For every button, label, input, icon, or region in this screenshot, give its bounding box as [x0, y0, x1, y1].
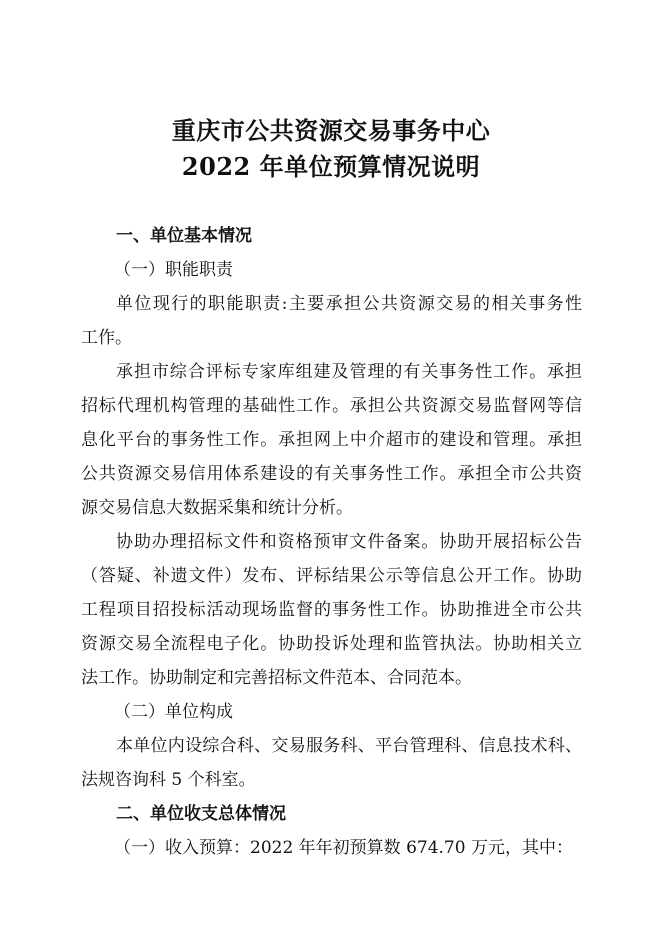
- subsection-heading-structure: （二）单位构成: [114, 702, 233, 722]
- paragraph-line: 息化平台的事务性工作。承担网上中介超市的建设和管理。承担: [81, 430, 582, 450]
- paragraph-line: 法规咨询科 5 个科室。: [81, 770, 256, 790]
- paragraph-line: 资源交易全流程电子化。协助投诉处理和监管执法。协助相关立: [81, 634, 582, 654]
- paragraph-line: （一）收入预算：2022 年年初预算数 674.70 万元，其中：: [114, 838, 573, 858]
- paragraph-line: 单位现行的职能职责:主要承担公共资源交易的相关事务性: [116, 294, 582, 314]
- paragraph-line: 工程项目招投标活动现场监督的事务性工作。协助推进全市公共: [81, 600, 582, 620]
- subsection-heading-duties: （一）职能职责: [114, 260, 233, 280]
- paragraph-line: 公共资源交易信用体系建设的有关事务性工作。承担全市公共资: [81, 464, 582, 484]
- paragraph-line: 工作。: [81, 328, 132, 348]
- document-title-line2: 2022 年单位预算情况说明: [181, 152, 481, 181]
- paragraph-line: 源交易信息大数据采集和统计分析。: [81, 498, 353, 518]
- paragraph-line: 承担市综合评标专家库组建及管理的有关事务性工作。承担: [116, 362, 582, 382]
- section-heading-budget-overview: 二、单位收支总体情况: [116, 804, 286, 824]
- document-title-line1: 重庆市公共资源交易事务中心: [171, 116, 491, 145]
- paragraph-line: 法工作。协助制定和完善招标文件范本、合同范本。: [81, 668, 472, 688]
- paragraph-line: 本单位内设综合科、交易服务科、平台管理科、信息技术科、: [116, 736, 582, 756]
- paragraph-line: （答疑、补遗文件）发布、评标结果公示等信息公开工作。协助: [81, 566, 582, 586]
- section-heading-basic-info: 一、单位基本情况: [116, 226, 252, 246]
- paragraph-line: 招标代理机构管理的基础性工作。承担公共资源交易监督网等信: [81, 396, 582, 416]
- paragraph-line: 协助办理招标文件和资格预审文件备案。协助开展招标公告: [116, 532, 582, 552]
